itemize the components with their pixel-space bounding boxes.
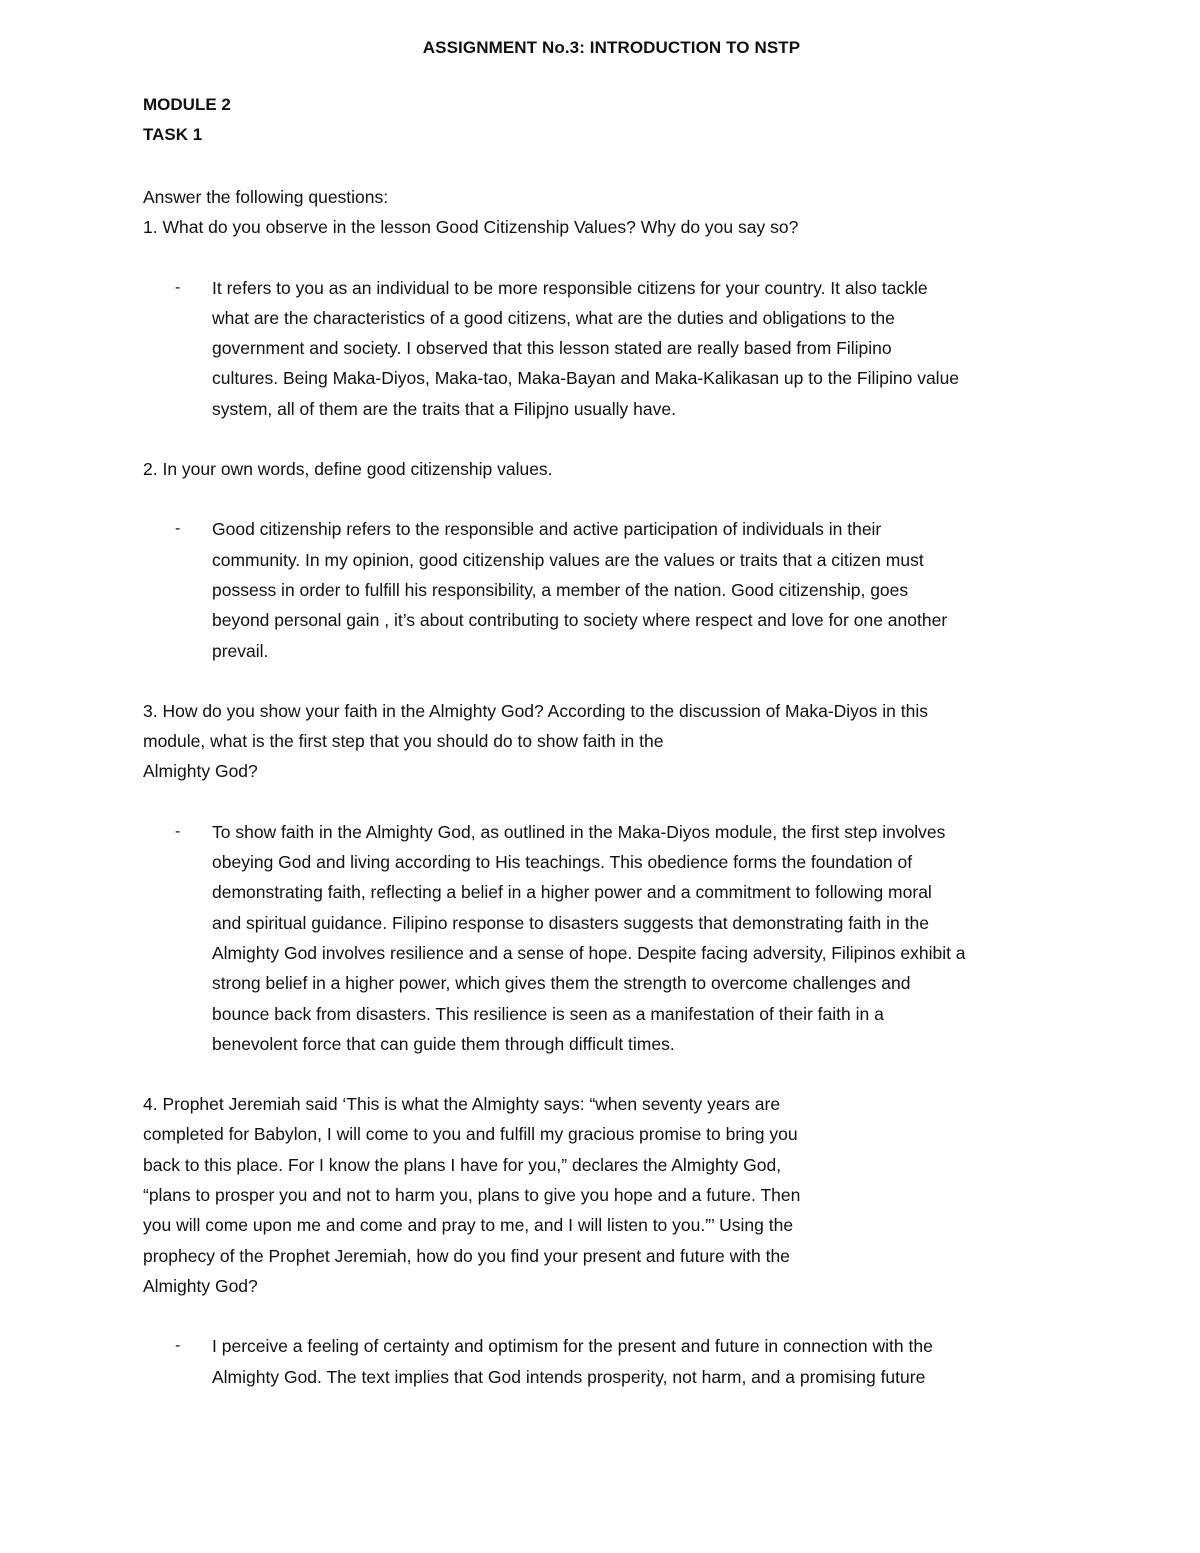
question-2: 2. In your own words, define good citizenship values. — [143, 459, 553, 480]
question-3-line: module, what is the first step that you should do to show faith in the — [143, 731, 664, 752]
answer-3-line: benevolent force that can guide them through difficult times. — [212, 1033, 675, 1054]
document-title: ASSIGNMENT No.3: INTRODUCTION TO NSTP — [422, 38, 801, 57]
answer-bullet: - — [175, 1337, 181, 1355]
answer-4 — [143, 1331, 1080, 1392]
answer-bullet: - — [175, 520, 181, 538]
answer-2 — [143, 514, 1080, 665]
question-4-line: Almighty God? — [143, 1275, 258, 1296]
answer-2-line: prevail. — [212, 640, 269, 661]
answer-3-line: strong belief in a higher power, which gives them the strength to overcome challenges and — [212, 973, 911, 994]
answer-1-line: government and society. I observed that this lesson stated are really based from Filipino — [212, 338, 892, 359]
answer-2-line: beyond personal gain , it’s about contributing to society where respect and love for one another — [212, 610, 948, 631]
module-heading: MODULE 2 — [143, 95, 231, 114]
answer-bullet: - — [175, 278, 181, 296]
question-4 — [143, 1089, 1080, 1301]
answer-1-line: cultures. Being Maka-Diyos, Maka-tao, Maka-Bayan and Maka-Kalikasan up to the Filipino value — [212, 368, 960, 389]
question-3 — [143, 696, 1080, 787]
answer-2-line: Good citizenship refers to the responsible and active participation of individuals in their — [212, 519, 882, 540]
answer-1-line: It refers to you as an individual to be more responsible citizens for your country. It also tackle — [212, 277, 928, 298]
question-4-line: prophecy of the Prophet Jeremiah, how do you find your present and future with the — [143, 1245, 790, 1266]
answer-1-line: system, all of them are the traits that a Filipjno usually have. — [212, 398, 676, 419]
answer-3-line: and spiritual guidance. Filipino response to disasters suggests that demonstrating faith in the — [212, 912, 929, 933]
answer-2-line: possess in order to fulfill his responsibility, a member of the nation. Good citizenship, goes — [212, 579, 909, 600]
answer-3-line: obeying God and living according to His teachings. This obedience forms the foundation of — [212, 852, 913, 873]
answer-3-line: Almighty God involves resilience and a sense of hope. Despite facing adversity, Filipinos exhibit a — [212, 942, 966, 963]
question-1: 1. What do you observe in the lesson Good Citizenship Values? Why do you say so? — [143, 217, 799, 238]
question-4-line: back to this place. For I know the plans I have for you,” declares the Almighty God, — [143, 1154, 782, 1175]
answer-4-line: I perceive a feeling of certainty and optimism for the present and future in connection with the — [212, 1336, 933, 1357]
answer-4-line: Almighty God. The text implies that God intends prosperity, not harm, and a promising future — [212, 1366, 926, 1387]
answer-2-line: community. In my opinion, good citizenship values are the values or traits that a citizen must — [212, 549, 924, 570]
answer-3-line: bounce back from disasters. This resilience is seen as a manifestation of their faith in a — [212, 1003, 884, 1024]
question-4-line: completed for Babylon, I will come to you and fulfill my gracious promise to bring you — [143, 1124, 798, 1145]
question-4-line: you will come upon me and come and pray to me, and I will listen to you.”’ Using the — [143, 1215, 794, 1236]
answer-3-line: To show faith in the Almighty God, as outlined in the Maka-Diyos module, the first step involves — [212, 821, 946, 842]
task-heading: TASK 1 — [143, 125, 203, 144]
answer-1 — [143, 273, 1080, 424]
answer-1-line: what are the characteristics of a good citizens, what are the duties and obligations to the — [212, 307, 895, 328]
instruction-text: Answer the following questions: — [143, 187, 389, 207]
question-4-line: “plans to prosper you and not to harm you, plans to give you hope and a future. Then — [143, 1185, 801, 1206]
question-4-line: 4. Prophet Jeremiah said ‘This is what the Almighty says: “when seventy years are — [143, 1094, 781, 1115]
answer-3-line: demonstrating faith, reflecting a belief in a higher power and a commitment to following moral — [212, 882, 932, 903]
question-3-line: 3. How do you show your faith in the Almighty God? According to the discussion of Maka-Diyos in this — [143, 700, 928, 721]
question-3-line: Almighty God? — [143, 761, 258, 782]
answer-3 — [143, 817, 1080, 1059]
answer-bullet: - — [175, 822, 181, 840]
